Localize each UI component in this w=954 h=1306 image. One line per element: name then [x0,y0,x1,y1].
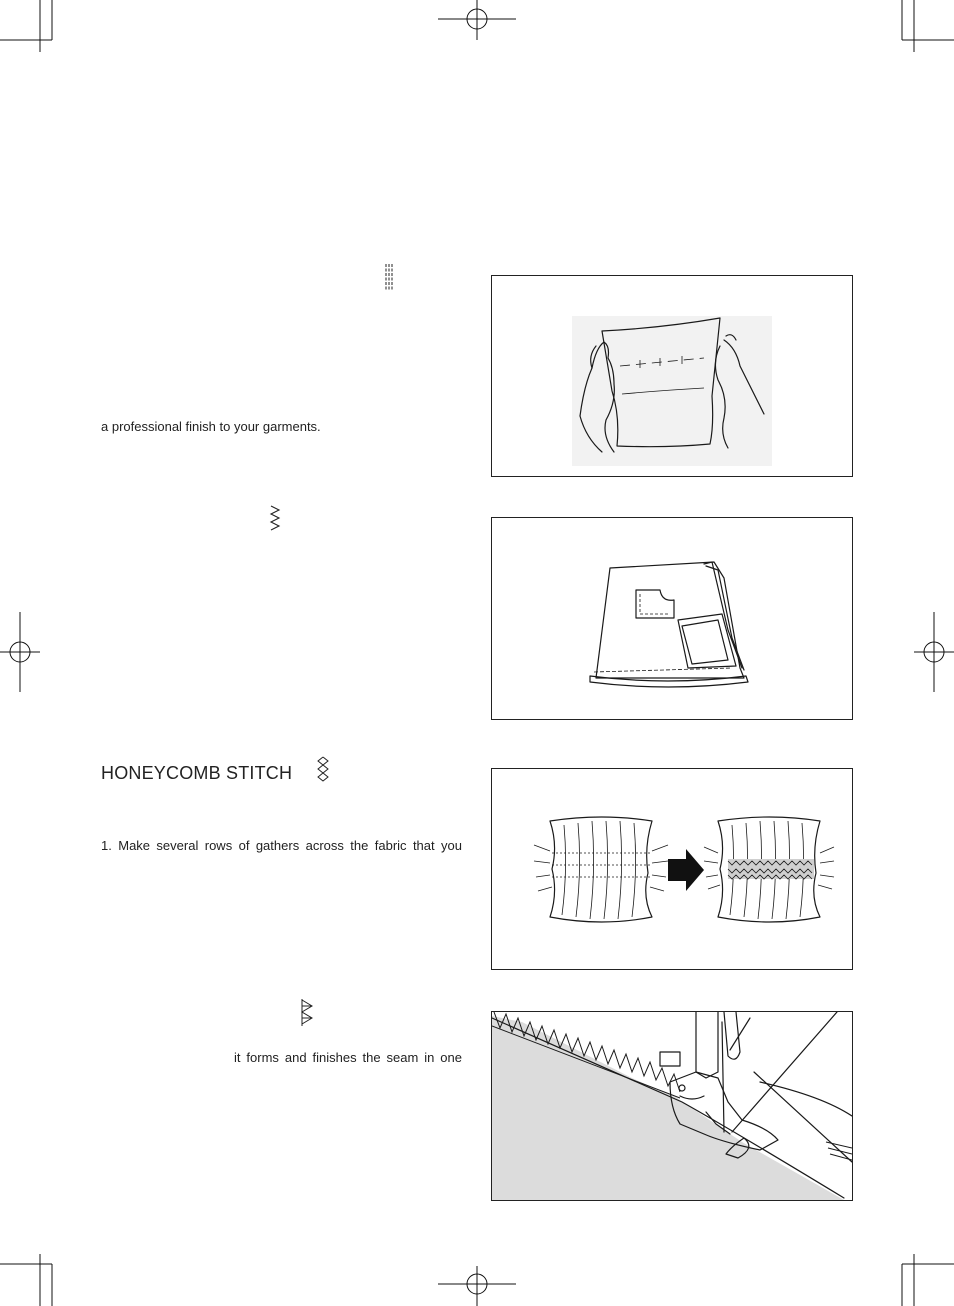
straight-stretch-stitch-icon [384,263,394,291]
honeycomb-step-1: 1. Make several rows of gathers across the fabric that you [101,838,462,853]
gathered-fabric-before-after-figure [491,768,853,970]
folded-garment-figure [491,517,853,720]
stitch1-description: a professional finish to your garments. [101,419,321,434]
overcast-zigzag-stitch-icon [269,505,281,533]
overlock-stitch-icon [300,998,314,1028]
honeycomb-stitch-title: HONEYCOMB STITCH [101,763,293,783]
stitch4-description: it forms and finishes the seam in one [234,1050,462,1065]
presser-foot-sewing-figure [491,1011,853,1201]
honeycomb-stitch-icon [316,756,330,784]
hands-pulling-fabric-figure [491,275,853,477]
